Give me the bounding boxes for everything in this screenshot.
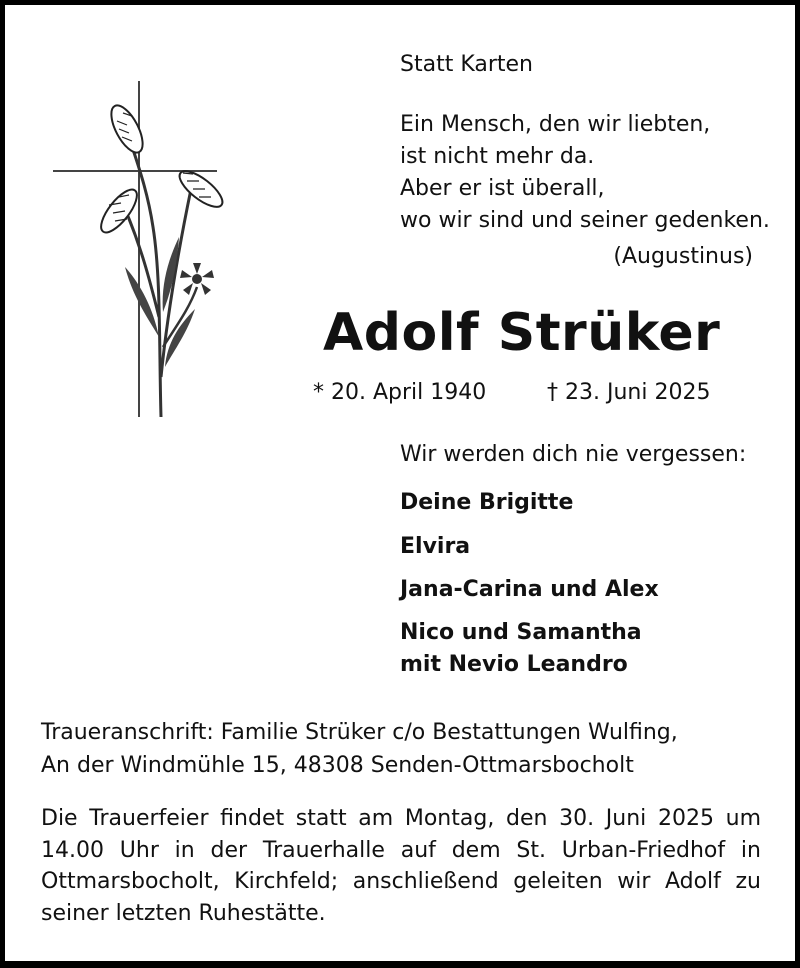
- mourner-name: mit Nevio Leandro: [400, 652, 628, 677]
- ceremony-line: Ottmarsbocholt, Kirchfeld; anschließend geleiten wir Adolf zu: [41, 869, 761, 894]
- poem-line: Aber er ist überall,: [400, 176, 605, 201]
- poem-line: Ein Mensch, den wir liebten,: [400, 112, 711, 137]
- ceremony-line: 14.00 Uhr in der Trauerhalle auf dem St. Urban-Friedhof in: [41, 837, 761, 863]
- intro-text: Statt Karten: [400, 52, 533, 77]
- mourner-name: Elvira: [400, 534, 471, 559]
- ceremony-line: Die Trauerfeier findet statt am Montag, den 30. Juni 2025 um: [41, 806, 761, 831]
- cross-with-wheat-and-cornflower-icon: [49, 77, 234, 422]
- death-date: † 23. Juni 2025: [547, 380, 711, 405]
- poem-line: wo wir sind und seiner gedenken.: [400, 208, 770, 233]
- mourner-name: Nico und Samantha: [400, 620, 642, 645]
- address-line: An der Windmühle 15, 48308 Senden-Ottmarsbocholt: [41, 753, 634, 778]
- address-line: Traueranschrift: Familie Strüker c/o Bestattungen Wulfing,: [41, 720, 678, 745]
- mourner-name: Jana-Carina und Alex: [400, 577, 659, 602]
- mourner-name: Deine Brigitte: [400, 490, 574, 515]
- poem-line: ist nicht mehr da.: [400, 144, 595, 169]
- deceased-name: Adolf Strüker: [323, 303, 721, 363]
- birth-date: * 20. April 1940: [313, 380, 487, 405]
- ceremony-line: seiner letzten Ruhestätte.: [41, 900, 326, 926]
- ceremony-text: [41, 803, 761, 929]
- poem-source: (Augustinus): [613, 244, 753, 269]
- mourners-heading: Wir werden dich nie vergessen:: [400, 442, 747, 467]
